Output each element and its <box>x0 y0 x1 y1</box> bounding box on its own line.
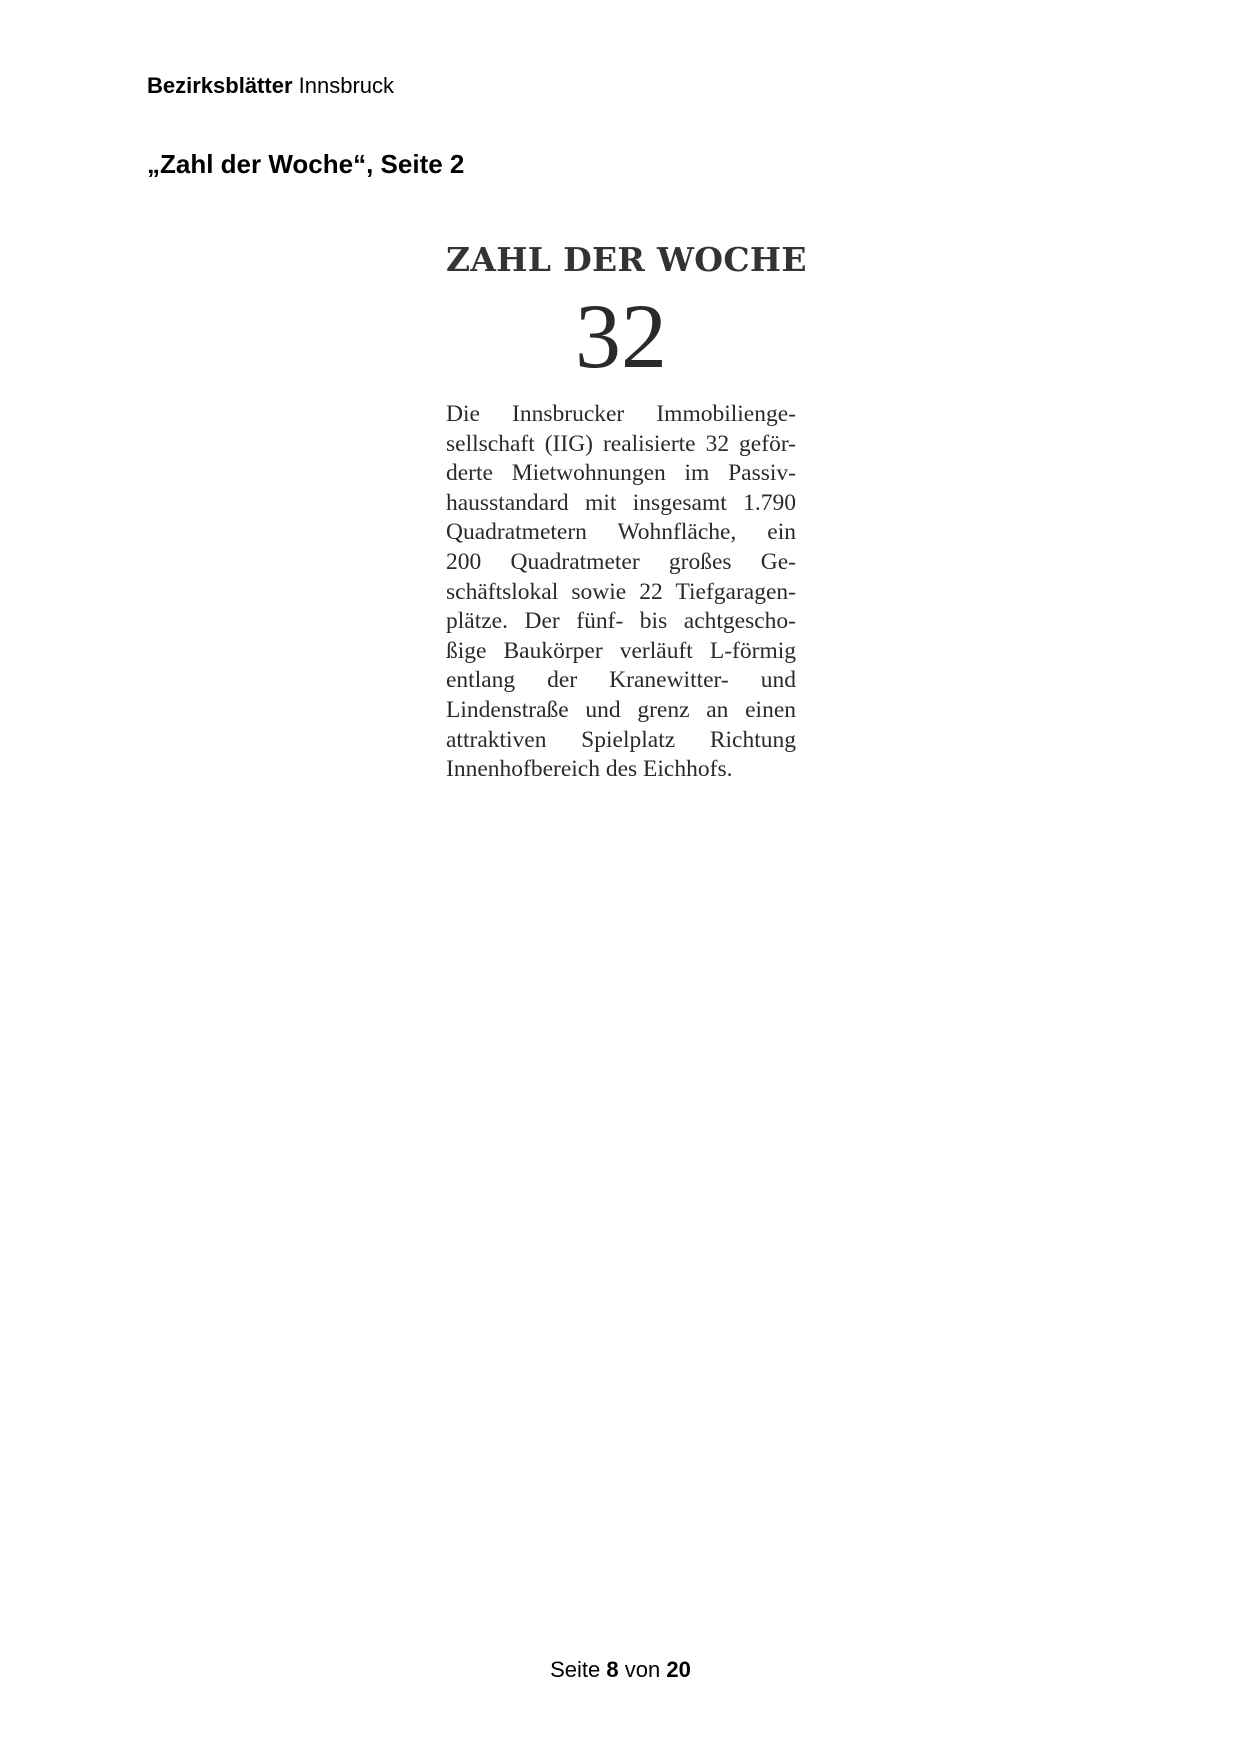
body-line: derte Mietwohnungen im Passiv- <box>446 460 796 487</box>
publication-name: Bezirksblätter <box>147 73 293 98</box>
body-line: attraktiven Spielplatz Richtung <box>446 726 796 753</box>
body-line: Quadratmetern Wohnfläche, ein <box>446 519 796 546</box>
page-footer <box>0 1656 1241 1684</box>
section-title: „Zahl der Woche“, Seite 2 <box>147 149 465 179</box>
of-label: von <box>624 1657 661 1682</box>
featured-number: 32 <box>575 285 667 387</box>
page-current: 8 <box>606 1657 619 1682</box>
body-line: Die Innsbrucker Immobilienge- <box>446 401 796 427</box>
publication-header <box>147 72 394 100</box>
body-line: plätze. Der fünf- bis achtgescho- <box>446 608 796 635</box>
clipping-heading: ZAHL DER WOCHE <box>446 240 807 279</box>
clipping-body <box>446 400 796 785</box>
publication-region: Innsbruck <box>298 73 395 98</box>
body-line: ßige Baukörper verläuft L-förmig <box>446 637 796 664</box>
body-line: entlang der Kranewitter- und <box>446 667 796 694</box>
body-line: sellschaft (IIG) realisierte 32 geför- <box>446 430 796 457</box>
page-total: 20 <box>666 1657 691 1682</box>
body-line: 200 Quadratmeter großes Ge- <box>446 548 796 575</box>
body-line: schäftslokal sowie 22 Tiefgaragen- <box>446 578 796 605</box>
body-line: Innenhofbereich des Eichhofs. <box>446 756 733 783</box>
body-line: Lindenstraße und grenz an einen <box>446 696 796 723</box>
body-line: hausstandard mit insgesamt 1.790 <box>446 489 796 516</box>
page-label: Seite <box>550 1657 601 1682</box>
newspaper-clipping <box>446 238 807 785</box>
